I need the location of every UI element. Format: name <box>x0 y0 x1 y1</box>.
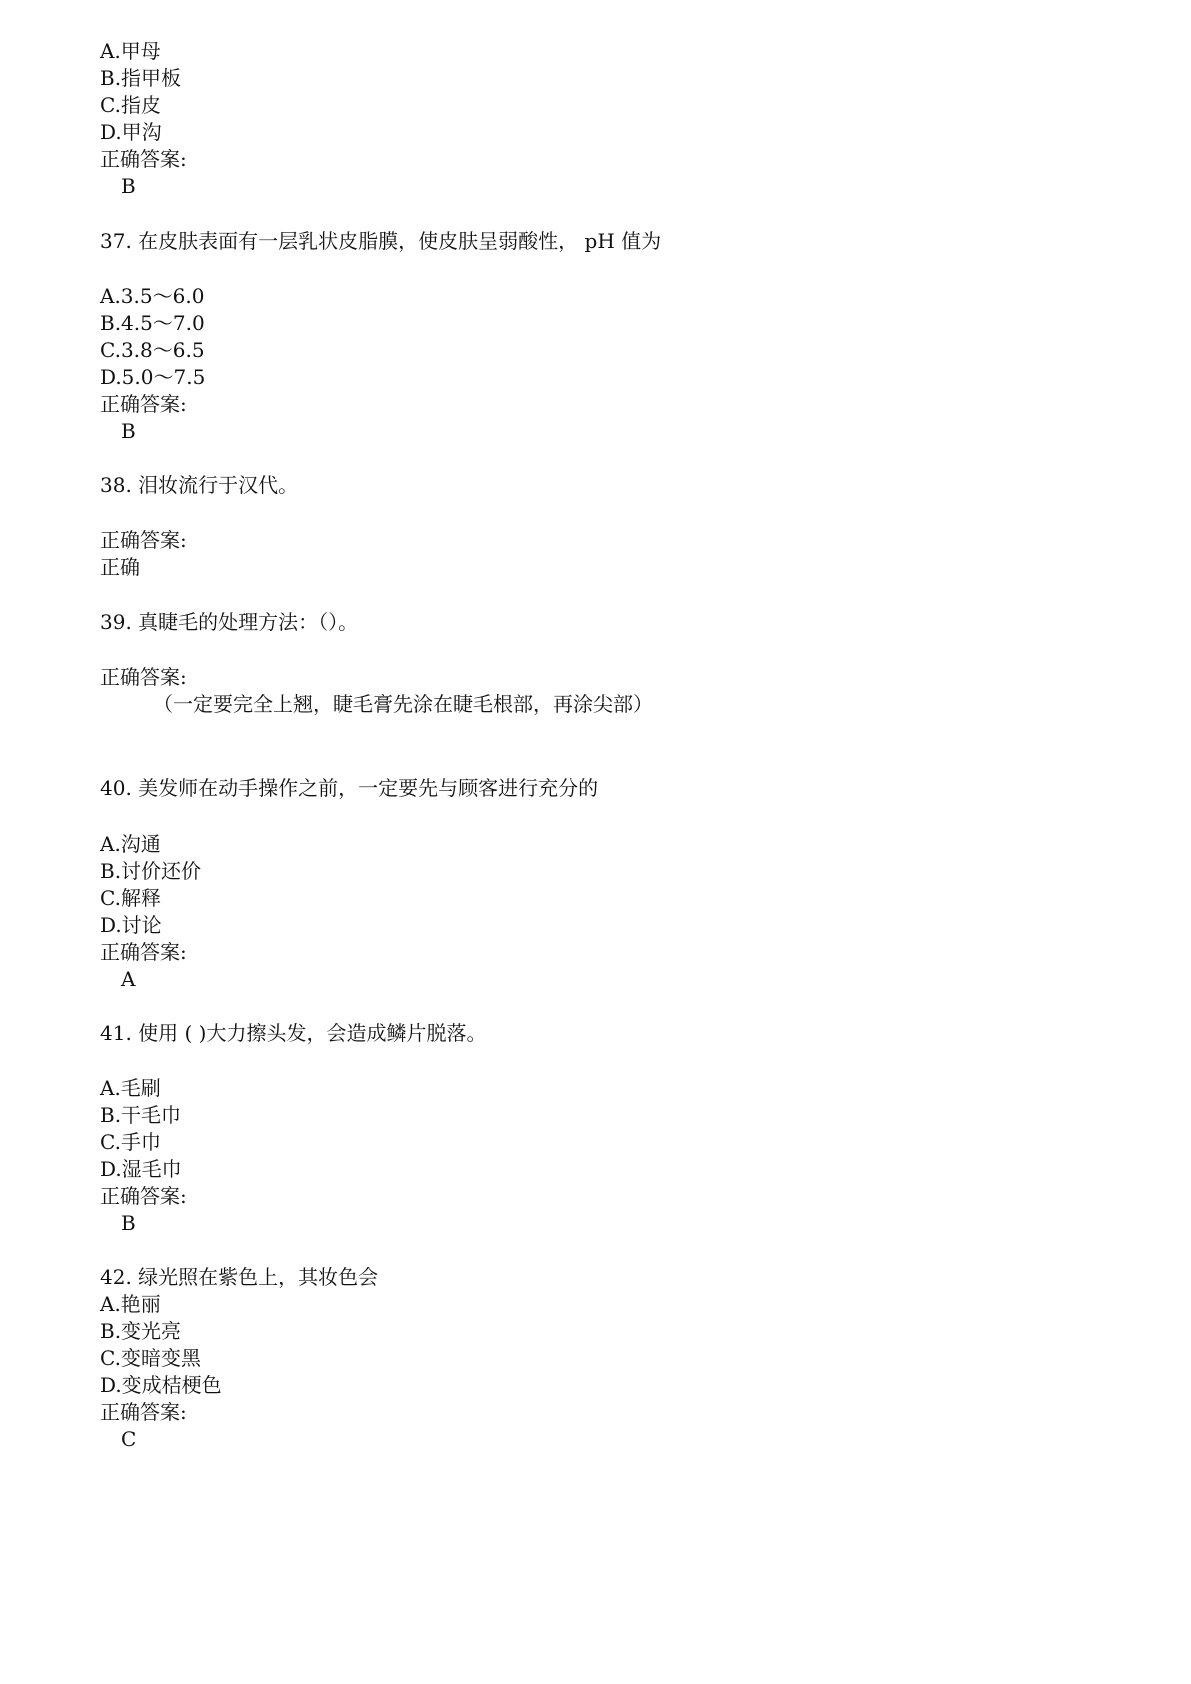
q37-answer: B <box>121 419 136 443</box>
q40-question: 40. 美发师在动手操作之前，一定要先与顾客进行充分的 <box>100 776 599 800</box>
q40-answer: A <box>121 967 136 991</box>
q41-option-d: D.湿毛巾 <box>100 1157 182 1181</box>
q40-option-d: D.讨论 <box>100 913 162 937</box>
q36-answer-label: 正确答案: <box>100 147 187 171</box>
q37-question: 37. 在皮肤表面有一层乳状皮脂膜，使皮肤呈弱酸性， pH 值为 <box>100 229 662 253</box>
q36-option-c: C.指皮 <box>100 93 161 117</box>
q42-option-b: B.变光亮 <box>100 1319 182 1343</box>
q41-option-b: B.干毛巾 <box>100 1103 182 1127</box>
q39-answer: （一定要完全上翘，睫毛膏先涂在睫毛根部，再涂尖部） <box>153 692 653 716</box>
q40-option-b: B.讨价还价 <box>100 859 202 883</box>
q37-option-c: C.3.8～6.5 <box>100 338 205 362</box>
q41-answer: B <box>121 1211 136 1235</box>
q40-option-c: C.解释 <box>100 886 161 910</box>
q36-option-a: A.甲母 <box>100 39 161 63</box>
q41-question: 41. 使用 ( )大力擦头发，会造成鳞片脱落。 <box>100 1021 487 1045</box>
q36-option-b: B.指甲板 <box>100 66 182 90</box>
q38-answer: 正确 <box>100 555 140 579</box>
q37-answer-label: 正确答案: <box>100 392 187 416</box>
q42-option-d: D.变成桔梗色 <box>100 1373 222 1397</box>
q36-answer: B <box>121 174 136 198</box>
q36-option-d: D.甲沟 <box>100 120 162 144</box>
q42-option-c: C.变暗变黑 <box>100 1346 201 1370</box>
q38-question: 38. 泪妆流行于汉代。 <box>100 473 299 497</box>
q41-answer-label: 正确答案: <box>100 1184 187 1208</box>
q40-answer-label: 正确答案: <box>100 940 187 964</box>
q38-answer-label: 正确答案: <box>100 528 187 552</box>
q41-option-c: C.手巾 <box>100 1130 161 1154</box>
q37-option-b: B.4.5～7.0 <box>100 311 205 335</box>
q42-option-a: A.艳丽 <box>100 1292 161 1316</box>
q39-answer-label: 正确答案: <box>100 665 187 689</box>
q37-option-a: A.3.5～6.0 <box>100 284 205 308</box>
q42-answer-label: 正确答案: <box>100 1400 187 1424</box>
q41-option-a: A.毛刷 <box>100 1076 161 1100</box>
q40-option-a: A.沟通 <box>100 832 161 856</box>
q39-question: 39. 真睫毛的处理方法：（）。 <box>100 610 359 634</box>
q42-question: 42. 绿光照在紫色上，其妆色会 <box>100 1265 379 1289</box>
q37-option-d: D.5.0～7.5 <box>100 365 206 389</box>
q42-answer: C <box>121 1427 137 1451</box>
